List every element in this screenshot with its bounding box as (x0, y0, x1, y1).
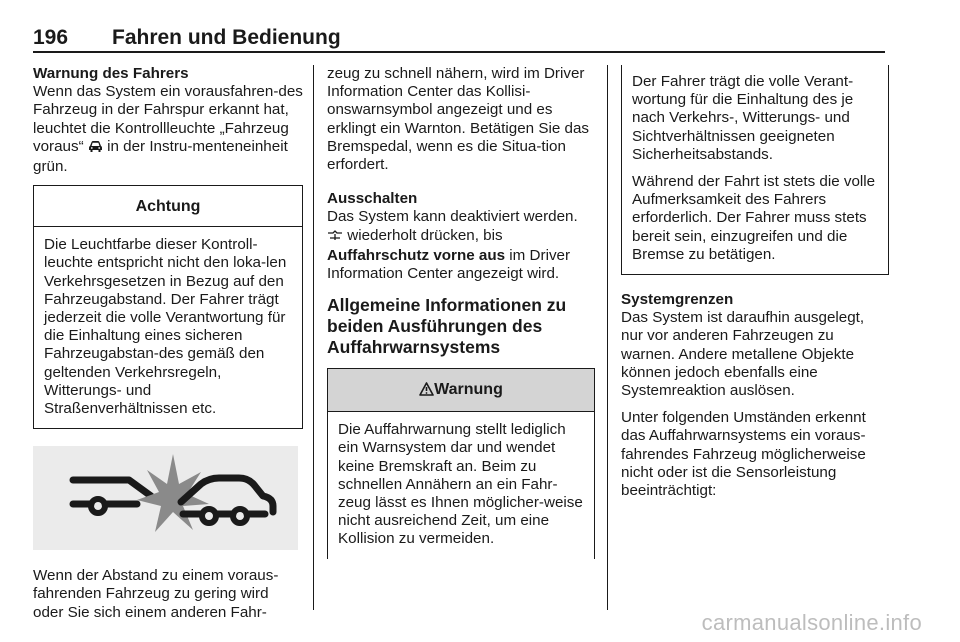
warning-header (328, 369, 594, 412)
section-heading: Allgemeine Informationen zu beiden Ausführungen des Auffahrwarnsystems (327, 295, 567, 358)
paragraph: zeug zu schnell nähern, wird im Driver Information Center das Kollisi-onswarnsymbol angezeigt und es erklingt ein Warnton. Betätigen Sie das Bremspedal, wenn es die Situa-tion erfordert. (327, 65, 589, 174)
caution-text: Die Leuchtfarbe dieser Kontroll-leuchte entspricht nicht den loka-len Verkehrsgesetzen in Bezug auf den Fahrzeugabstand. Der Fahrer trägt jederzeit die volle Verantwortung für die Einhaltung eines sicheren Fahrzeugabstan-des gemäß den geltenden Verkehrsregeln, Witterungs- und Straßenverhältnissen etc. (44, 236, 287, 418)
paragraph-text: Das System kann deaktiviert werden. (327, 208, 578, 226)
column-1 (33, 65, 303, 631)
paragraph-text: Wenn das System ein vorausfahren-des Fahrzeug in der Fahrspur erkannt hat, leuchtet die Kontrollleuchte „Fahrzeug voraus“ (33, 83, 303, 155)
column-3 (621, 65, 889, 509)
column-2 (327, 65, 595, 573)
paragraph-text: wiederholt drücken, bis (347, 226, 503, 244)
caution-title: Achtung (34, 186, 302, 227)
paragraph-text: im Driver Information Center angezeigt wird. (327, 246, 571, 283)
paragraph (33, 83, 303, 176)
display-message: Auffahrschutz vorne aus (327, 246, 506, 264)
subheading-system-limits: Systemgrenzen (621, 291, 734, 309)
warning-triangle-icon (419, 382, 434, 402)
warning-title: Warnung (434, 381, 503, 399)
paragraph: Das System ist daraufhin ausgelegt, nur vor anderen Fahrzeugen zu warnen. Andere metallene Objekte können jedoch ebenfalls eine Systemreaktion auslösen. (621, 309, 865, 400)
warning-text: Der Fahrer trägt die volle Verant-wortung für die Einhaltung des je nach Verkehrs-, Witterungs- und Sichtverhältnissen geeigneten Sicherheitsabstands. (632, 73, 854, 163)
paragraph (327, 208, 595, 283)
collision-warning-illustration (33, 446, 298, 550)
warning-box-continued (621, 65, 889, 275)
header-rule (33, 51, 885, 53)
warning-box (327, 368, 595, 558)
subheading-switch-off: Ausschalten (327, 190, 418, 208)
paragraph: Unter folgenden Umständen erkennt das Auffahrwarnsystems ein voraus-fahrendes Fahrzeug möglicherweise nicht oder ist die Sensorleistung beeinträchtigt: (621, 409, 866, 500)
watermark: carmanualsonline.info (701, 610, 922, 635)
column-divider (607, 65, 608, 610)
column-divider (313, 65, 314, 610)
warning-text: Während der Fahrt ist stets die volle Aufmerksamkeit des Fahrers erforderlich. Der Fahrer muss stets bereit sein, einzugreifen und die Bremse zu betätigen. (632, 173, 876, 263)
subheading-driver-warning: Warnung des Fahrers (33, 65, 189, 82)
paragraph-text: in der Instru-menteneinheit grün. (33, 137, 288, 176)
vehicle-ahead-icon (88, 140, 103, 158)
chapter-title: Fahren und Bedienung (112, 26, 341, 49)
steering-wheel-button-icon (327, 229, 343, 247)
paragraph: Wenn der Abstand zu einem voraus-fahrenden Fahrzeug zu gering wird oder Sie sich einem anderen Fahr- (33, 567, 279, 621)
page-number: 196 (33, 26, 69, 49)
warning-text: Die Auffahrwarnung stellt lediglich ein Warnsystem dar und wendet keine Bremskraft an. Beim zu schnellen Annähern an ein Fahr-zeug lässt es Ihnen möglicher-weise nicht ausreichend Zeit, um eine Kollision zu vermeiden. (338, 421, 583, 548)
caution-box (33, 185, 303, 429)
